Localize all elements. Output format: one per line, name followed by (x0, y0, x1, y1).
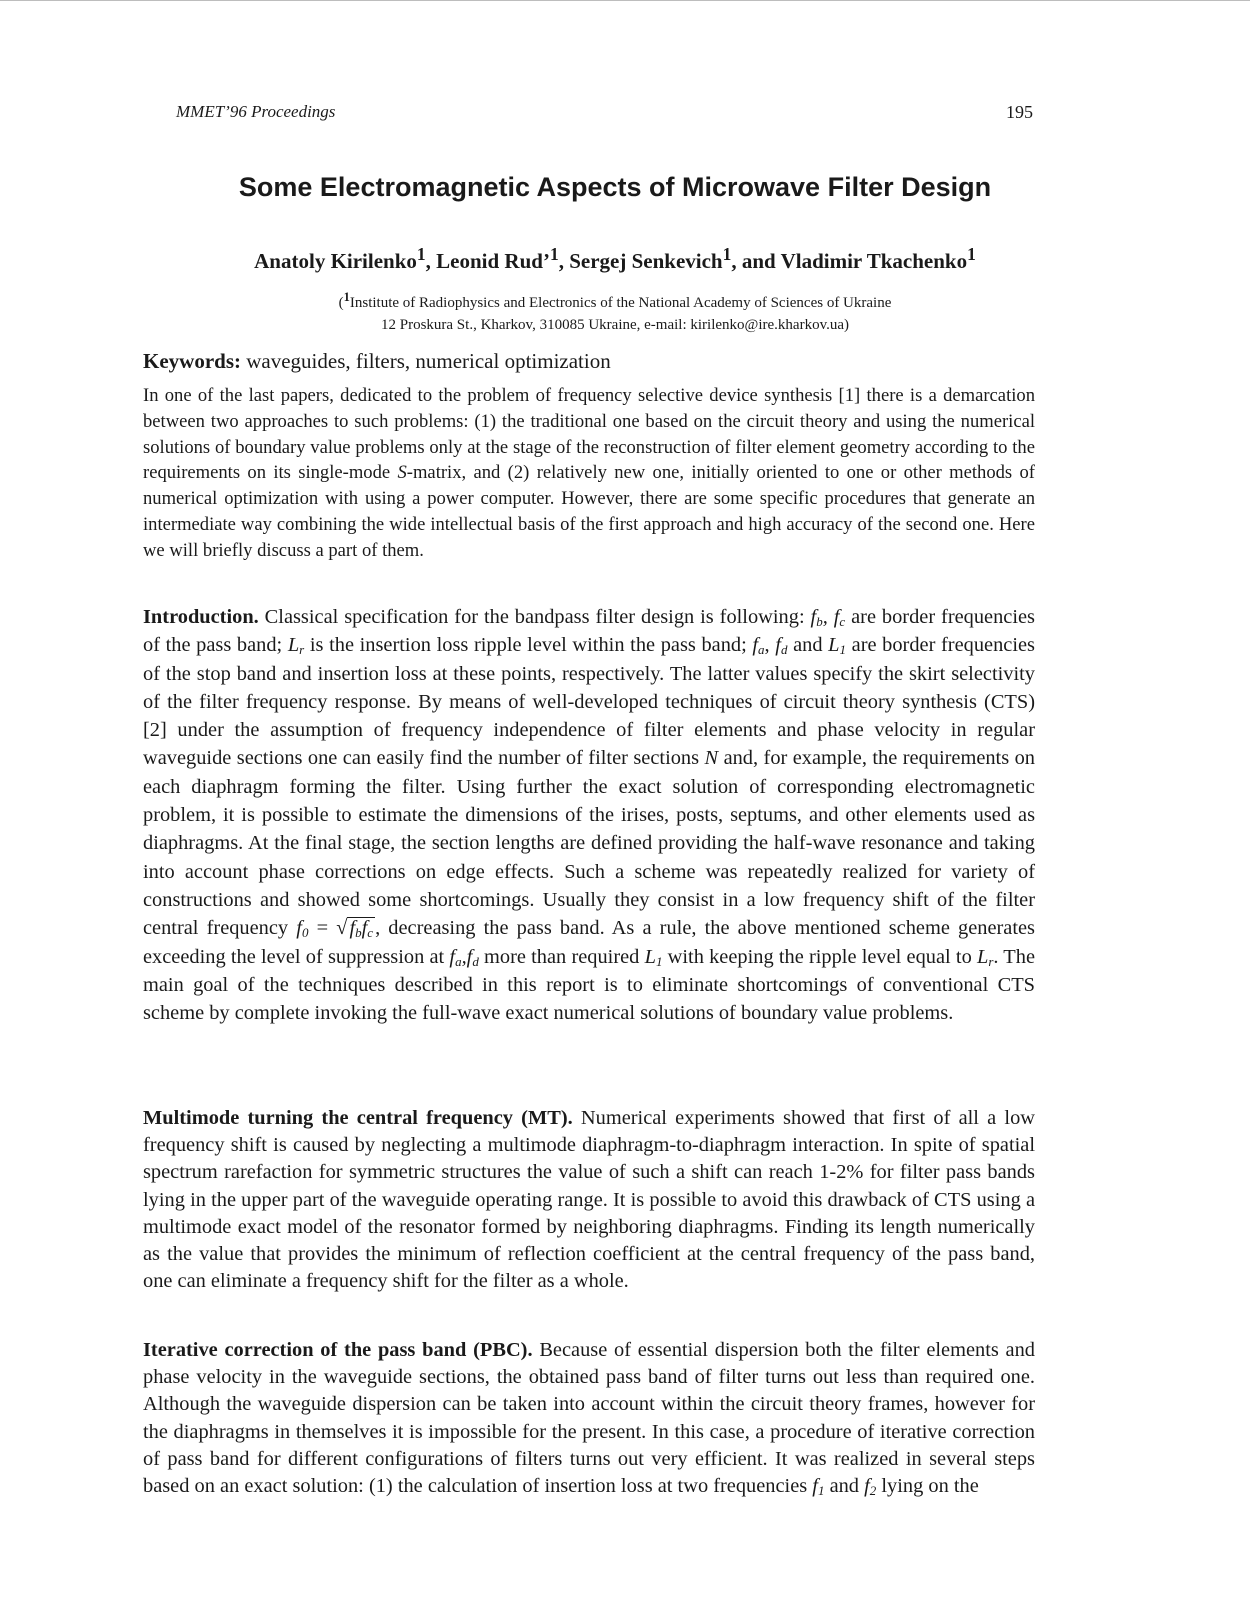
keywords (143, 349, 611, 374)
page-number: 195 (1006, 102, 1033, 122)
multimode-turning-paragraph: Multimode turning the central frequency (MT). Numerical experiments showed that first of all a low frequency shift is caused by neglecting a multimode diaphragm-to-diaphragm interaction. In spite of spatial spectrum rarefaction for symmetric structures the value of such a shift can reach 1-2% for filter pass bands lying in the upper part of the waveguide operating range. It is possible to avoid this drawback of CTS using a multimode exact model of the resonator formed by neighboring diaphragms. Finding its length numerically as the value that provides the minimum of reflection coefficient at the central frequency of the pass band, one can eliminate a frequency shift for the filter as a whole. (143, 1107, 1035, 1293)
author-name: , Leonid Rud’ (425, 249, 550, 273)
affiliation-address: 12 Proskura St., Kharkov, 310085 Ukraine, e-mail: kirilenko@ire.kharkov.ua) (380, 317, 849, 333)
paper-title: Some Electromagnetic Aspects of Microwave Filter Design (238, 172, 992, 202)
running-header: MMET’96 Proceedings (176, 102, 336, 121)
affiliation-mark: 1 (967, 244, 976, 264)
affiliation-line: ($^1$Institute of Radiophysics and Electronics of the National Academy of Sciences of Ukraine (338, 290, 892, 311)
affiliation-mark: 1 (722, 244, 732, 264)
section-heading: Iterative correction of the pass band (PBC). (143, 1339, 533, 1361)
author-name: , Sergej Senkevich (558, 249, 723, 273)
top-rule (0, 0, 1250, 1)
central-frequency-formula: $f_0 = √f_bf_c$ (296, 917, 374, 941)
author-name: , and Vladimir Tkachenko (731, 249, 968, 273)
abstract-paragraph: In one of the last papers, dedicated to the problem of frequency selective device synthesis [1] there is a demarcation between two approaches to such problems: (1) the traditional one based on the circuit theory and using the numerical solutions of boundary value problems only at the stage of the reconstruction of filter element geometry according to the requirements on its single-mode S-matrix, and (2) relatively new one, initially oriented to one or other methods of numerical optimization with using a power computer. However, there are some specific procedures that generate an intermediate way combining the wide intellectual basis of the first approach and high accuracy of the second one. Here we will briefly discuss a part of them. (143, 385, 1035, 561)
author-list (150, 244, 1080, 274)
section-heading: Multimode turning the central frequency (MT). (143, 1107, 573, 1129)
author-name: Anatoly Kirilenko (254, 249, 417, 273)
affiliation-mark: 1 (549, 244, 559, 264)
affiliation-mark: 1 (416, 244, 426, 264)
introduction-paragraph: Introduction. Classical specification for the bandpass filter design is following: $f_b$, $f_c$ are border frequencies of the pass band; $L_r$ is the insertion loss ripple level within the pass band; $f_a$, $f_d$ and $L_1$ are border frequencies of the stop band and insertion loss at these points, respectively. The latter values specify the skirt selectivity of the filter frequency response. By means of well-developed techniques of circuit theory synthesis (CTS) [2] under the assumption of frequency independence of filter elements and phase velocity in regular waveguide sections one can easily find the number of filter sections N and, for example, the requirements on each diaphragm forming the filter. Using further the exact solution of corresponding electromagnetic problem, it is possible to estimate the dimensions of the irises, posts, septums, and other elements used as diaphragms. At the final stage, the section lengths are defined providing the half-wave resonance and taking into account phase corrections on edge effects. Such a scheme was repeatedly realized for variety of constructions and showed some shortcomings. Usually they consist in a low frequency shift of the filter central frequency $f_0 = √f_bf_c$, decreasing the pass band. As a rule, the above mentioned scheme generates exceeding the level of suppression at $f_a,f_d$ more than required $L_1$ with keeping the ripple level equal to $L_r$. The main goal of the techniques described in this report is to eliminate shortcomings of conventional CTS scheme by complete invoking the full-wave exact numerical solutions of boundary value problems. (143, 606, 1036, 1025)
affiliation-mark: 1 (343, 290, 350, 304)
keywords-label: Keywords: (143, 349, 241, 373)
pass-band-correction-paragraph: Iterative correction of the pass band (PBC). Because of essential dispersion both the filter elements and phase velocity in the waveguide sections, the obtained pass band of filter turns out less than required one. Although the waveguide dispersion can be taken into account within the circuit theory frames, however for the diaphragms in themselves it is impossible for the present. In this case, a procedure of iterative correction of pass band for different configurations of filters turns out very efficient. It was realized in several steps based on an exact solution: (1) the calculation of insertion loss at two frequencies $f_1$ and $f_2$ lying on the (143, 1339, 1035, 1499)
keywords-text: waveguides, filters, numerical optimization (241, 349, 611, 373)
section-heading: Introduction. (143, 606, 259, 628)
